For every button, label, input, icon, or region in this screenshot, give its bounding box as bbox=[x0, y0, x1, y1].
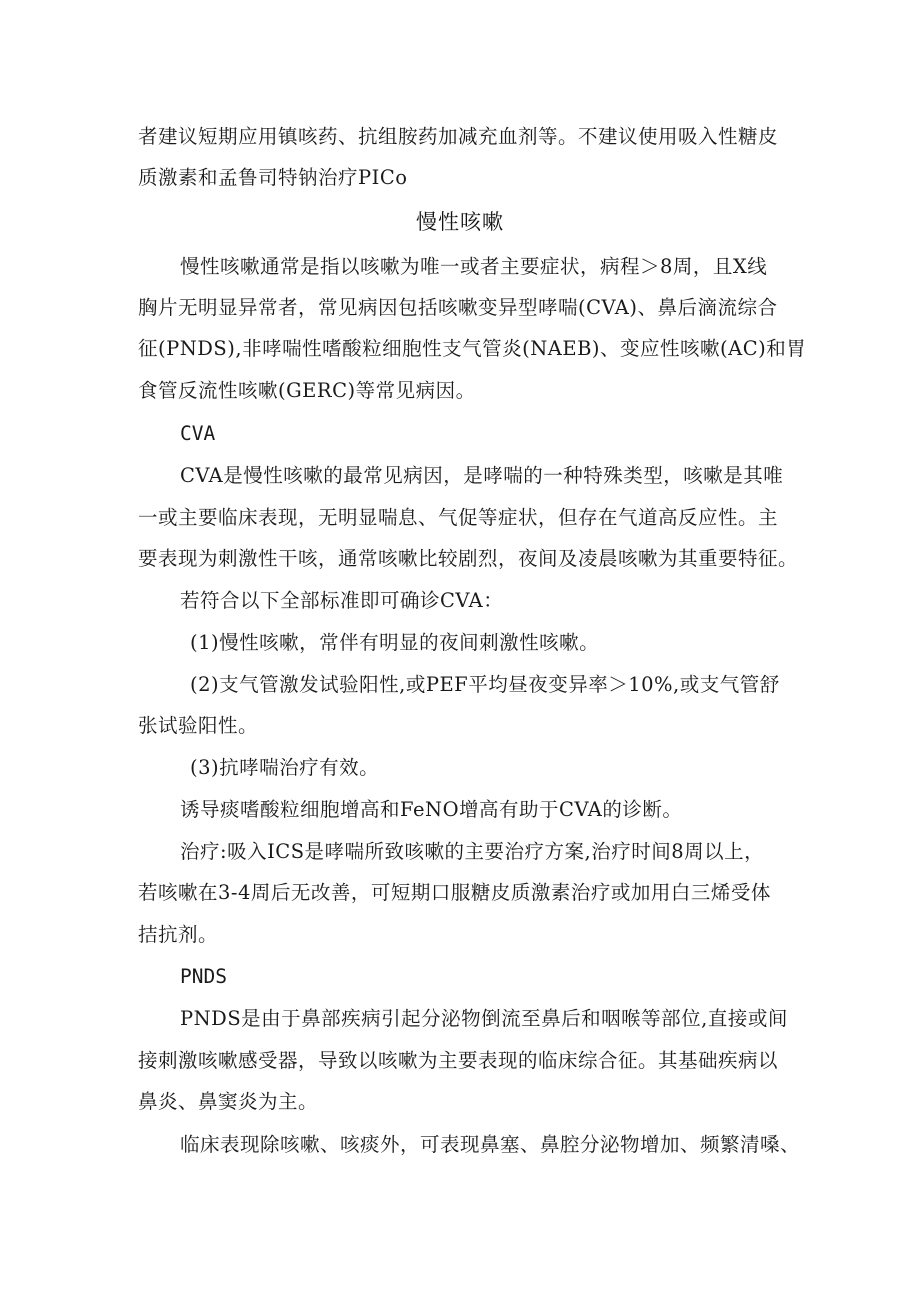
overview-line-1: 慢性咳嗽通常是指以咳嗽为唯一或者主要症状，病程＞8周，且X线 bbox=[180, 255, 768, 278]
cva-heading: CVA bbox=[180, 422, 216, 445]
pnds-paragraph-2-line-1: 临床表现除咳嗽、咳痰外，可表现鼻塞、鼻腔分泌物增加、频繁清嗓、 bbox=[180, 1133, 801, 1156]
cva-paragraph-line-1: CVA是慢性咳嗽的最常见病因，是哮喘的一种特殊类型，咳嗽是其唯 bbox=[180, 464, 784, 487]
pnds-paragraph-line-3: 鼻炎、鼻窦炎为主。 bbox=[138, 1090, 319, 1113]
section-title: 慢性咳嗽 bbox=[416, 210, 504, 234]
pnds-heading: PNDS bbox=[180, 965, 227, 988]
pnds-paragraph-line-1: PNDS是由于鼻部疾病引起分泌物倒流至鼻后和咽喉等部位,直接或间 bbox=[180, 1007, 788, 1030]
cva-treatment-line-2: 若咳嗽在3-4周后无改善，可短期口服糖皮质激素治疗或加用白三烯受体 bbox=[138, 881, 771, 904]
cva-paragraph-line-2: 一或主要临床表现，无明显喘息、气促等症状，但存在气道高反应性。主 bbox=[138, 506, 779, 529]
cva-treatment-line-1: 治疗:吸入ICS是哮喘所致咳嗽的主要治疗方案,治疗时间8周以上， bbox=[180, 840, 765, 863]
cva-criteria-intro: 若符合以下全部标准即可确诊CVA： bbox=[180, 589, 504, 612]
cva-criterion-1: (1)慢性咳嗽，常伴有明显的夜间刺激性咳嗽。 bbox=[190, 631, 600, 654]
cva-treatment-line-3: 拮抗剂。 bbox=[138, 923, 219, 946]
cva-criterion-3: (3)抗哮喘治疗有效。 bbox=[190, 756, 380, 779]
overview-line-2: 胸片无明显异常者，常见病因包括咳嗽变异型哮喘(CVA)、鼻后滴流综合 bbox=[138, 296, 778, 319]
cva-paragraph-line-3: 要表现为刺激性干咳，通常咳嗽比较剧烈，夜间及凌晨咳嗽为其重要特征。 bbox=[138, 547, 799, 570]
cva-diagnosis-aid: 诱导痰嗜酸粒细胞增高和FeNO增高有助于CVA的诊断。 bbox=[180, 798, 683, 821]
cva-criterion-2-line-1: (2)支气管激发试验阳性,或PEF平均昼夜变异率＞10%,或支气管舒 bbox=[190, 673, 780, 696]
intro-line-2: 质激素和孟鲁司特钠治疗PICo bbox=[138, 166, 408, 189]
pnds-paragraph-line-2: 接刺激咳嗽感受器，导致以咳嗽为主要表现的临床综合征。其基础疾病以 bbox=[138, 1049, 779, 1072]
intro-line-1: 者建议短期应用镇咳药、抗组胺药加减充血剂等。不建议使用吸入性糖皮 bbox=[138, 125, 779, 148]
overview-line-3: 征(PNDS),非哮喘性嗜酸粒细胞性支气管炎(NAEB)、变应性咳嗽(AC)和胃 bbox=[138, 337, 807, 360]
cva-criterion-2-line-2: 张试验阳性。 bbox=[138, 714, 259, 737]
overview-line-4: 食管反流性咳嗽(GERC)等常见病因。 bbox=[138, 379, 476, 402]
